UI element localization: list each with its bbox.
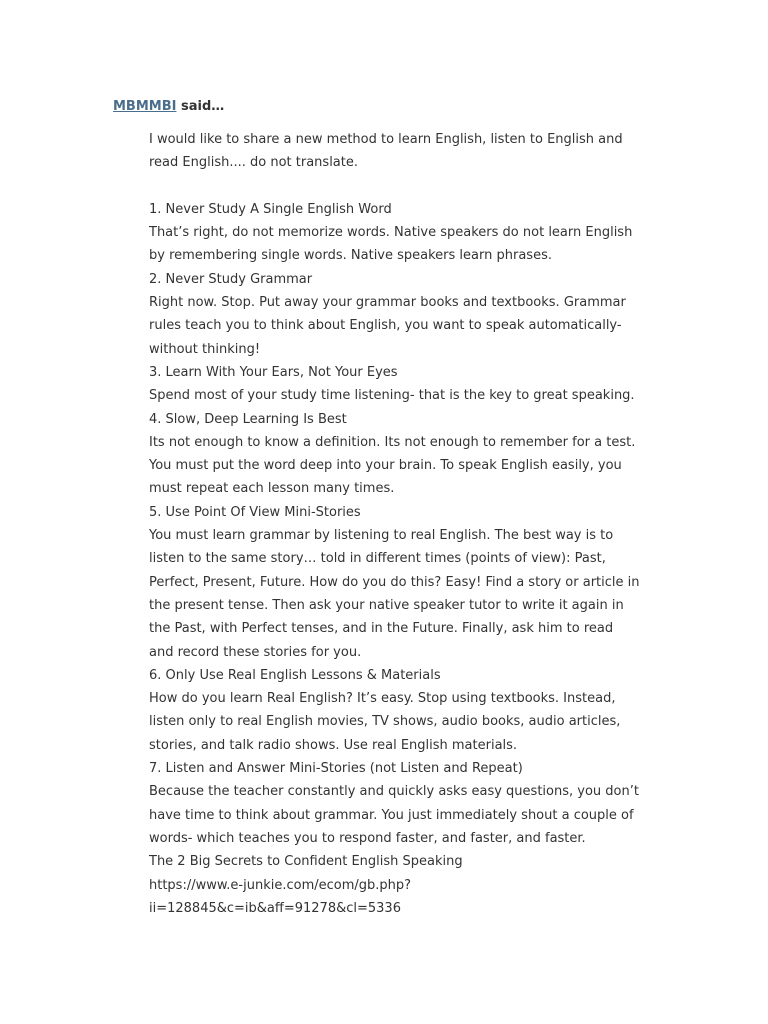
comment-line: 3. Learn With Your Ears, Not Your Eyes [149,364,398,380]
comment-line: read English.... do not translate. [149,155,358,171]
comment-line: without thinking! [149,341,261,357]
comment-line: and record these stories for you. [149,644,362,660]
comment-line: Spend most of your study time listening- that is the key to great speaking. [149,388,635,404]
comment-line: 2. Never Study Grammar [149,271,313,287]
comment-author-link[interactable]: MBMMBI [113,99,177,114]
comment-line: stories, and talk radio shows. Use real English materials. [149,737,518,753]
comment-line: 6. Only Use Real English Lessons & Materials [149,667,441,683]
comment-line: by remembering single words. Native speakers learn phrases. [149,248,552,264]
comment-body [149,128,749,920]
comment-line: rules teach you to think about English, you want to speak automatically- [149,318,622,334]
comment-line: listen to the same story… told in different times (points of view): Past, [149,551,606,567]
comment-line: You must put the word deep into your brain. To speak English easily, you [149,458,622,474]
comment-line: listen only to real English movies, TV shows, audio books, audio articles, [149,714,621,730]
comment-line: words- which teaches you to respond faster, and faster, and faster. [149,830,586,846]
comment-line: Because the teacher constantly and quickly asks easy questions, you don’t [149,784,639,800]
comment-line: the present tense. Then ask your native speaker tutor to write it again in [149,597,624,613]
comment-line: https://www.e-junkie.com/ecom/gb.php? [149,877,412,893]
comment-line: The 2 Big Secrets to Confident English Speaking [149,854,463,870]
comment-line: That’s right, do not memorize words. Native speakers do not learn English [149,225,633,241]
comment-header [113,98,224,116]
comment-line: Right now. Stop. Put away your grammar books and textbooks. Grammar [149,295,626,311]
comment-line: Perfect, Present, Future. How do you do this? Easy! Find a story or article in [149,574,640,590]
comment-line: I would like to share a new method to learn English, listen to English and [149,132,623,147]
comment-line: have time to think about grammar. You just immediately shout a couple of [149,807,634,823]
said-label: said… [176,99,225,114]
comment-line: the Past, with Perfect tenses, and in the Future. Finally, ask him to read [149,621,614,637]
comment-line: How do you learn Real English? It’s easy. Stop using textbooks. Instead, [149,691,616,707]
comment-line: 7. Listen and Answer Mini-Stories (not Listen and Repeat) [149,761,523,777]
comment-line: You must learn grammar by listening to real English. The best way is to [149,528,614,544]
comment-line: Its not enough to know a definition. Its not enough to remember for a test. [149,434,636,450]
comment-line: 1. Never Study A Single English Word [149,201,392,217]
comment-line: must repeat each lesson many times. [149,481,395,497]
comment-line: 4. Slow, Deep Learning Is Best [149,411,347,427]
blank-line [149,175,749,198]
comment-line: 5. Use Point Of View Mini-Stories [149,504,361,520]
comment-line: ii=128845&c=ib&aff=91278&cl=5336 [149,900,401,916]
